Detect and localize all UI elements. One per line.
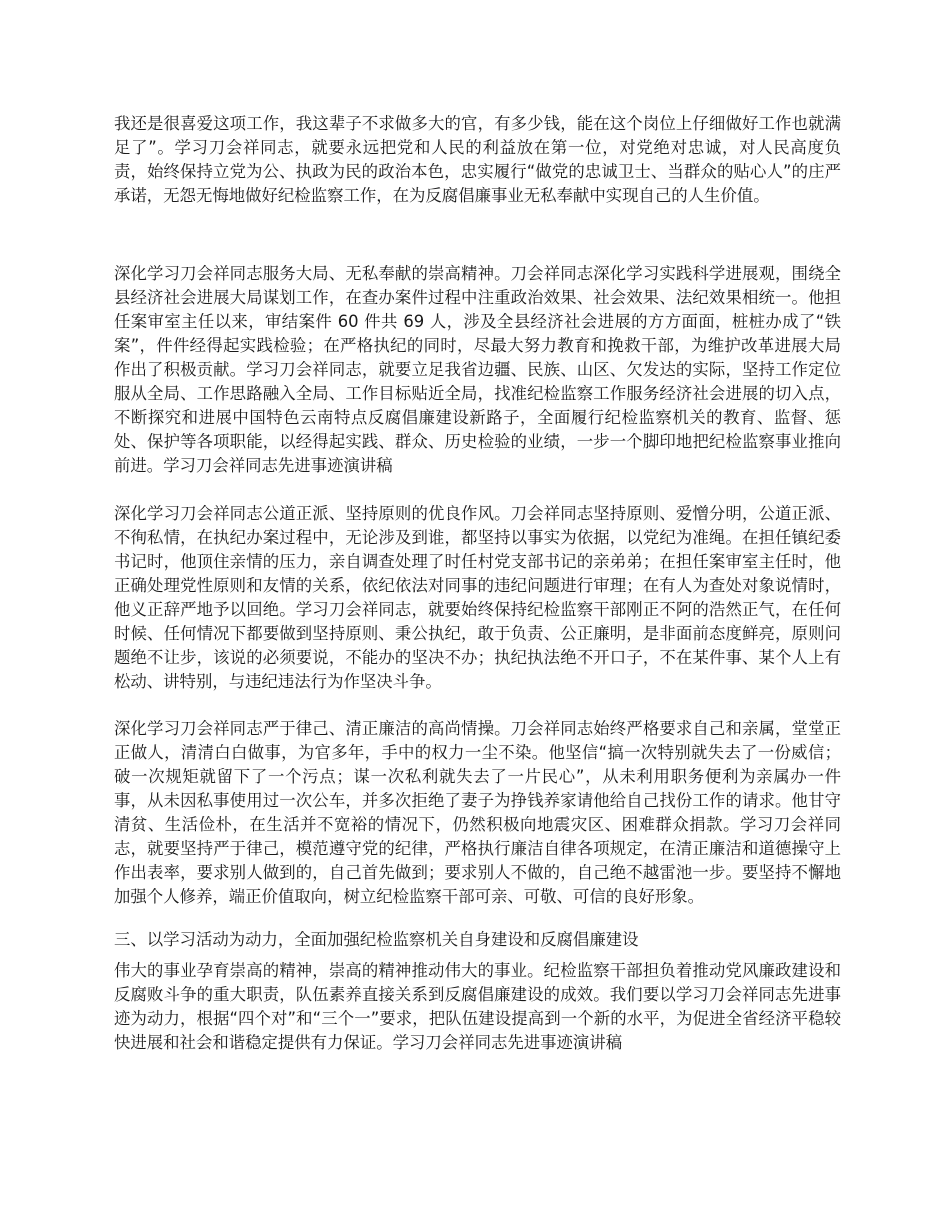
section-heading: 三、以学习活动为动力，全面加强纪检监察机关自身建设和反腐倡廉建设 — [114, 930, 639, 949]
paragraph-4: 深化学习刀会祥同志严于律己、清正廉洁的高尚情操。刀会祥同志始终严格要求自己和亲属，堂堂正正做人，清清白白做事，为官多年，手中的权力一尘不染。他坚信“搞一次特别就失去了一份威信；破一次规矩就留下了一个污点；谋一次私利就失去了一片民心”，从未利用职务便利为亲属办一件事，从未因私事使用过一次公车，并多次拒绝了妻子为挣钱养家请他给自己找份工作的请求。他甘守清贫、生活俭朴，在生活并不宽裕的情况下，仍然积极向地震灾区、困难群众捐款。学习刀会祥同志，就要坚持严于律己，模范遵守党的纪律，严格执行廉洁自律各项规定，在清正廉洁和道德操守上作出表率，要求别人做到的，自己首先做到；要求别人不做的，自己绝不越雷池一步。要坚持不懈地加强个人修养，端正价值取向，树立纪检监察干部可亲、可敬、可信的良好形象。 — [114, 719, 841, 906]
paragraph-2: 深化学习刀会祥同志服务大局、无私奉献的崇高精神。刀会祥同志深化学习实践科学进展观，围绕全县经济社会进展大局谋划工作，在查办案件过程中注重政治效果、社会效果、法纪效果相统一。他担任案审室主任以来，审结案件 60 件共 69 人，涉及全县经济社会进展的方方面面，桩桩办成了“铁案”，件件经得起实践检验；在严格执纪的同时，尽最大努力教育和挽救干部，为维护改革进展大局作出了积极贡献。学习刀会祥同志，就要立足我省边疆、民族、山区、欠发达的实际，坚持工作定位服从全局、工作思路融入全局、工作目标贴近全局，找准纪检监察工作服务经济社会进展的切入点，不断探究和进展中国特色云南特点反腐倡廉建设新路子，全面履行纪检监察机关的教育、监督、惩处、保护等各项职能，以经得起实践、群众、历史检验的业绩，一步一个脚印地把纪检监察事业推向前进。学习刀会祥同志先进事迹演讲稿 — [114, 264, 841, 475]
paragraph-6: 伟大的事业孕育崇高的精神，崇高的精神推动伟大的事业。纪检监察干部担负着推动党风廉政建设和反腐败斗争的重大职责，队伍素养直接关系到反腐倡廉建设的成效。我们要以学习刀会祥同志先进事迹为动力，根据“四个对”和“三个一”要求，把队伍建设提高到一个新的水平，为促进全省经济平稳较快进展和社会和谐稳定提供有力保证。学习刀会祥同志先进事迹演讲稿 — [114, 961, 841, 1052]
paragraph-3: 深化学习刀会祥同志公道正派、坚持原则的优良作风。刀会祥同志坚持原则、爱憎分明，公道正派、不徇私情，在执纪办案过程中，无论涉及到谁，都坚持以事实为依据，以党纪为准绳。在担任镇纪委书记时，他顶住亲情的压力，亲自调查处理了时任村党支部书记的亲弟弟；在担任案审室主任时，他正确处理党性原则和友情的关系，依纪依法对同事的违纪问题进行审理；在有人为查处对象说情时，他义正辞严地予以回绝。学习刀会祥同志，就要始终保持纪检监察干部刚正不阿的浩然正气，在任何时候、任何情况下都要做到坚持原则、秉公执纪，敢于负责、公正廉明，是非面前态度鲜亮，原则问题绝不让步，该说的必须要说，不能办的坚决不办；执纪执法绝不开口子，不在某件事、某个人上有松动、讲特别，与违纪违法行为作坚决斗争。 — [114, 504, 841, 691]
paragraph-1: 我还是很喜爱这项工作，我这辈子不求做多大的官，有多少钱，能在这个岗位上仔细做好工作也就满足了”。学习刀会祥同志，就要永远把党和人民的利益放在第一位，对党绝对忠诚，对人民高度负责，始终保持立党为公、执政为民的政治本色，忠实履行“做党的忠诚卫士、当群众的贴心人”的庄严承诺，无怨无悔地做好纪检监察工作，在为反腐倡廉事业无私奉献中实现自己的人生价值。 — [114, 114, 841, 205]
